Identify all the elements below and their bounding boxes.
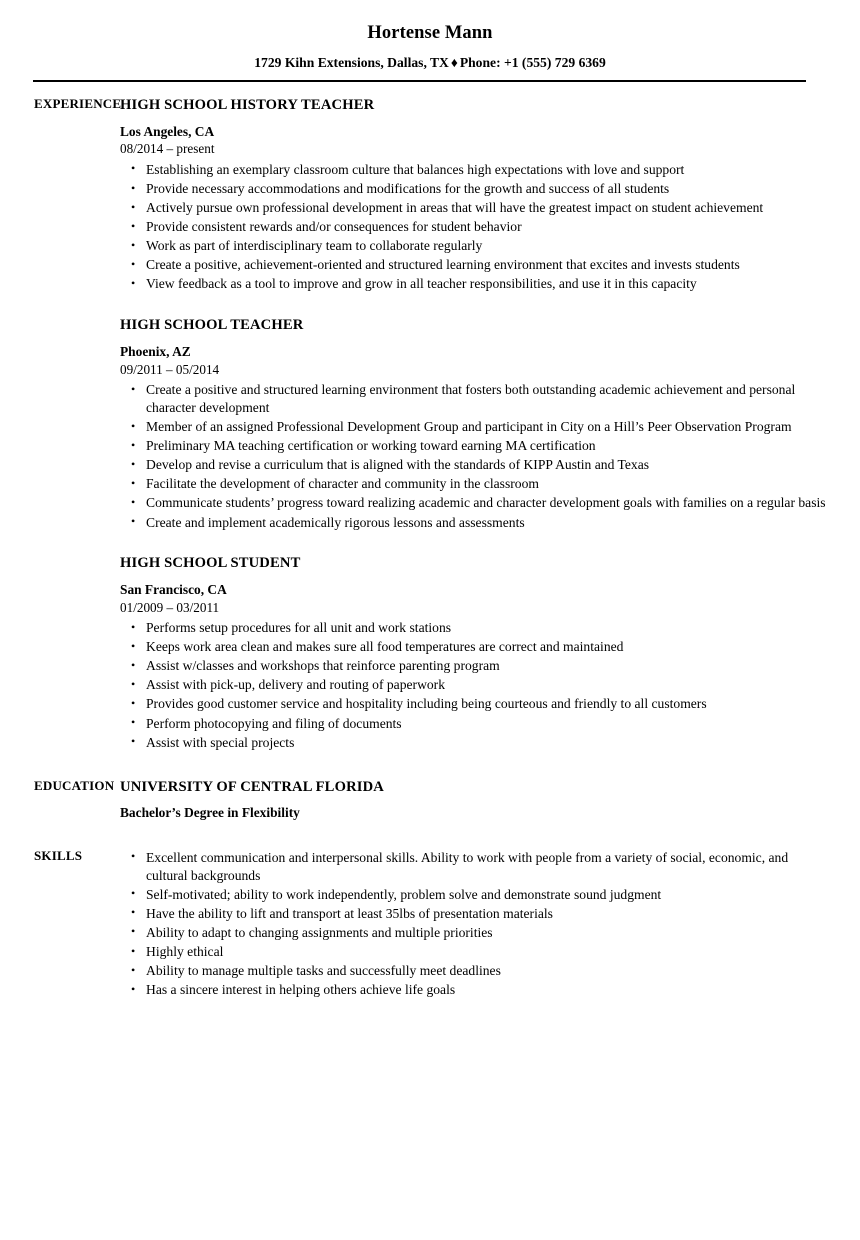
candidate-name: Hortense Mann	[367, 23, 493, 43]
list-item: • Provide necessary accommodations and modifications for the growth and success of all students	[120, 180, 830, 198]
list-item: • Establishing an exemplary classroom culture that balances high expectations with love and support	[120, 161, 830, 179]
list-item: • Performs setup procedures for all unit and work stations	[120, 619, 830, 637]
education-degree: Bachelor’s Degree in Flexibility	[120, 804, 300, 820]
list-item: • Communicate students’ progress toward realizing academic and character development goals with families on a regular basis	[120, 494, 830, 512]
list-item: • Ability to adapt to changing assignments and multiple priorities	[120, 924, 830, 942]
list-item: • Create a positive, achievement-oriented and structured learning environment that excites and invests students	[120, 256, 830, 274]
job-dates: 01/2009 – 03/2011	[120, 599, 220, 615]
list-item: • Assist with pick-up, delivery and routing of paperwork	[120, 676, 830, 694]
job-title: HIGH SCHOOL TEACHER	[120, 316, 304, 333]
job-responsibility-list	[120, 619, 830, 752]
experience-entry	[120, 554, 830, 752]
section-label-skills: SKILLS	[34, 847, 83, 863]
experience-section	[0, 96, 860, 752]
list-item: • Have the ability to lift and transport at least 35lbs of presentation materials	[120, 905, 830, 923]
list-item: • Ability to manage multiple tasks and successfully meet deadlines	[120, 962, 830, 980]
list-item: • Provide consistent rewards and/or consequences for student behavior	[120, 218, 830, 236]
skills-list	[120, 849, 830, 1000]
education-section	[0, 778, 860, 822]
list-item: • Actively pursue own professional development in areas that will have the greatest impact on student achievement	[120, 199, 830, 217]
section-label-education: EDUCATION	[34, 777, 115, 793]
list-item: • Highly ethical	[120, 943, 830, 961]
education-entry	[120, 778, 830, 822]
list-item: • Work as part of interdisciplinary team to collaborate regularly	[120, 237, 830, 255]
list-item: • Create a positive and structured learning environment that fosters both outstanding academic achievement and personal character development	[120, 381, 830, 417]
job-dates: 09/2011 – 05/2014	[120, 361, 220, 377]
list-item: • Assist w/classes and workshops that reinforce parenting program	[120, 657, 830, 675]
job-location: Phoenix, AZ	[120, 343, 191, 359]
job-title: HIGH SCHOOL STUDENT	[120, 554, 301, 571]
job-location: San Francisco, CA	[120, 581, 227, 597]
list-item: • Has a sincere interest in helping others achieve life goals	[120, 981, 830, 999]
list-item: • Develop and revise a curriculum that is aligned with the standards of KIPP Austin and Texas	[120, 456, 830, 474]
list-item: • View feedback as a tool to improve and grow in all teacher responsibilities, and use it in this capacity	[120, 275, 830, 293]
resume-header	[0, 0, 860, 82]
job-title: HIGH SCHOOL HISTORY TEACHER	[120, 96, 375, 113]
skills-entries	[120, 848, 860, 1000]
list-item: • Perform photocopying and filing of documents	[120, 715, 830, 733]
candidate-address: 1729 Kihn Extensions, Dallas, TX	[254, 55, 449, 71]
job-dates: 08/2014 – present	[120, 141, 215, 157]
list-item: • Self-motivated; ability to work independently, problem solve and demonstrate sound judgment	[120, 886, 830, 904]
list-item: • Member of an assigned Professional Development Group and participant in City on a Hill’s Peer Observation Program	[120, 418, 830, 436]
job-responsibility-list	[120, 381, 830, 532]
job-responsibility-list	[120, 161, 830, 294]
candidate-phone: Phone: +1 (555) 729 6369	[459, 55, 606, 71]
skills-section	[0, 848, 860, 1000]
diamond-separator-icon: ♦	[450, 55, 458, 71]
list-item: • Preliminary MA teaching certification or working toward earning MA certification	[120, 437, 830, 455]
list-item: • Excellent communication and interpersonal skills. Ability to work with people from a variety of social, economic, and cultural backgrounds	[120, 849, 830, 885]
experience-entry	[120, 96, 830, 294]
candidate-contact-line	[0, 55, 860, 71]
list-item: • Assist with special projects	[120, 734, 830, 752]
header-divider	[33, 80, 806, 82]
list-item: • Facilitate the development of character and community in the classroom	[120, 475, 830, 493]
job-location: Los Angeles, CA	[120, 123, 215, 139]
list-item: • Create and implement academically rigorous lessons and assessments	[120, 514, 830, 532]
list-item: • Provides good customer service and hospitality including being courteous and friendly to all customers	[120, 695, 830, 713]
section-label-experience: EXPERIENCE	[34, 95, 122, 111]
education-school: UNIVERSITY OF CENTRAL FLORIDA	[120, 778, 384, 795]
list-item: • Keeps work area clean and makes sure all food temperatures are correct and maintained	[120, 638, 830, 656]
experience-entries	[120, 96, 860, 752]
experience-entry	[120, 316, 830, 532]
education-entries	[120, 778, 860, 822]
